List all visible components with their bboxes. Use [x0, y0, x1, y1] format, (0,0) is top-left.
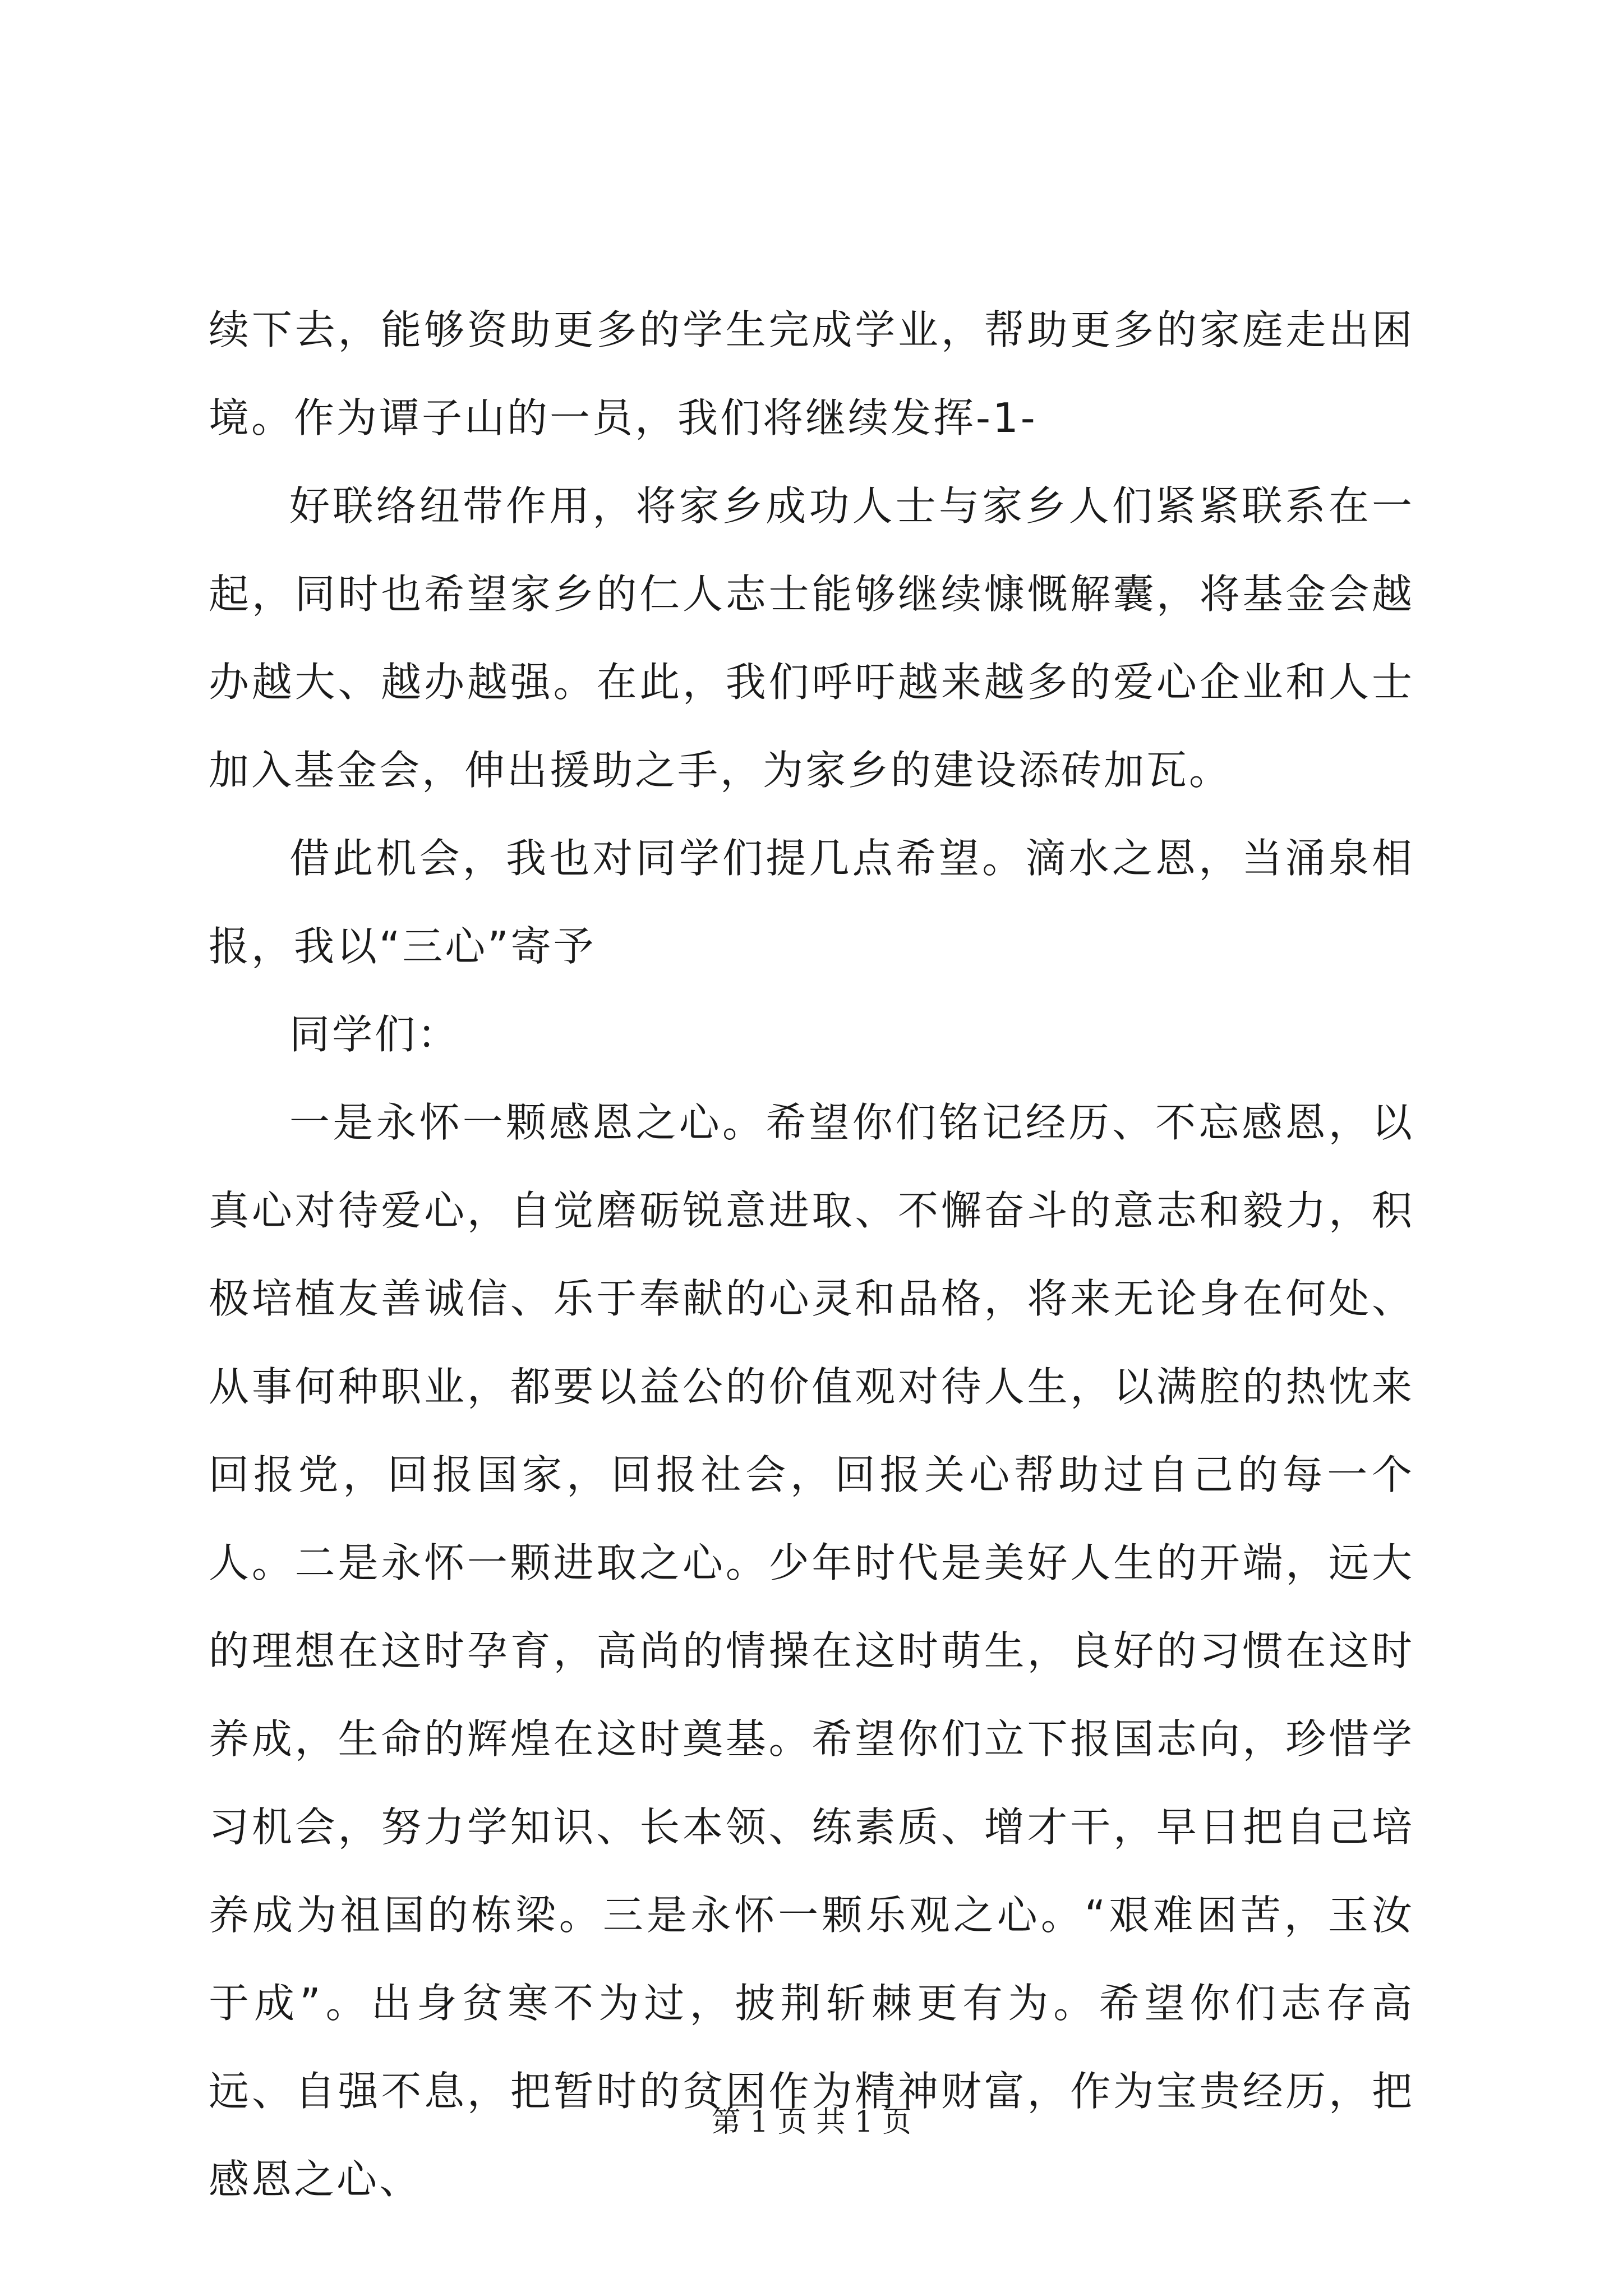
paragraph-2: 好联络纽带作用，将家乡成功人士与家乡人们紧紧联系在一起，同时也希望家乡的仁人志士能够继续慷慨解囊，将基金会越办越大、越办越强。在此，我们呼吁越来越多的爱心企业和人士加入基金会，伸出援助之手，为家乡的建设添砖加瓦。 — [209, 482, 1414, 794]
paragraph-4: 同学们： — [289, 1011, 460, 1058]
paragraph-1: 续下去，能够资助更多的学生完成学业，帮助更多的家庭走出困境。作为谭子山的一员，我们将继续发挥-1- — [209, 306, 1414, 441]
page-footer: 第 1 页 共 1 页 — [711, 2105, 912, 2139]
paragraph-3: 借此机会，我也对同学们提几点希望。滴水之恩，当涌泉相报，我以“三心”寄予 — [209, 835, 1414, 970]
document-body — [209, 286, 1414, 2224]
paragraph-5: 一是永怀一颗感恩之心。希望你们铭记经历、不忘感恩，以真心对待爱心，自觉磨砺锐意进取、不懈奋斗的意志和毅力，积极培植友善诚信、乐于奉献的心灵和品格，将来无论身在何处、从事何种职业，都要以益公的价值观对待人生，以满腔的热忱来回报党，回报国家，回报社会，回报关心帮助过自己的每一个人。二是永怀一颗进取之心。少年时代是美好人生的开端，远大的理想在这时孕育，高尚的情操在这时萌生，良好的习惯在这时养成，生命的辉煌在这时奠基。希望你们立下报国志向，珍惜学习机会，努力学知识、长本领、练素质、增才干，早日把自己培养成为祖国的栋梁。三是永怀一颗乐观之心。“艰难困苦，玉汝于成”。出身贫寒不为过，披荆斩棘更有为。希望你们志存高远、自强不息，把暂时的贫困作为精神财富，作为宝贵经历，把感恩之心、 — [209, 1099, 1414, 2203]
